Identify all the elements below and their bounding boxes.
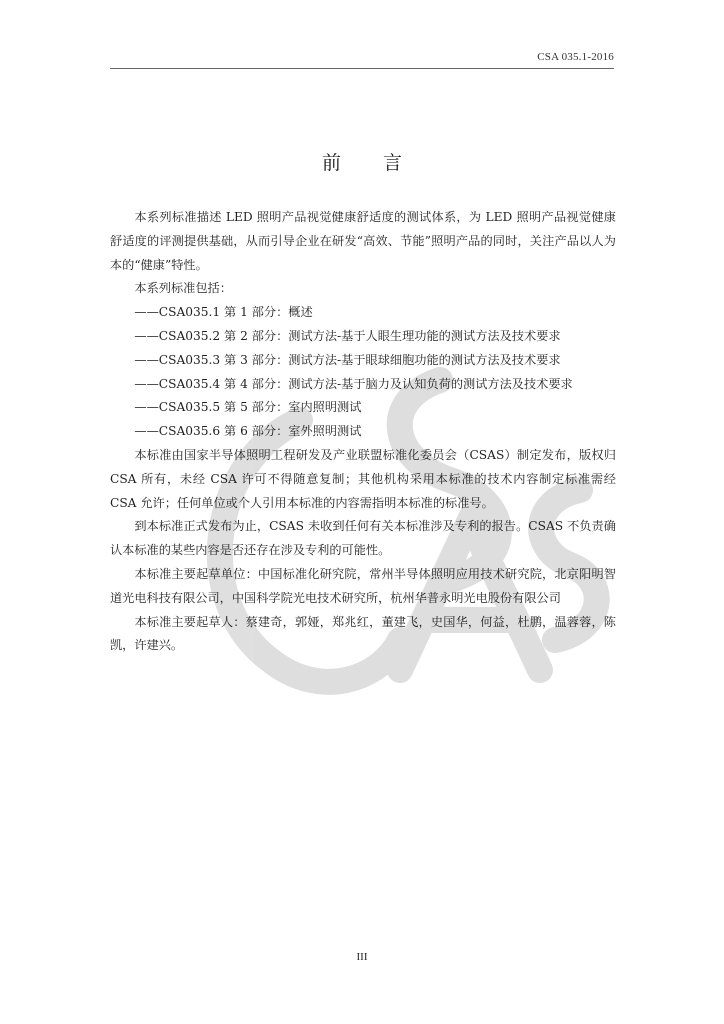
- paragraph-series-heading: 本系列标准包括：: [134, 281, 232, 296]
- list-item-part-3: ——CSA035.3 第 3 部分：测试方法-基于眼球细胞功能的测试方法及技术要求: [134, 352, 561, 367]
- paragraph-patent: 到本标准正式发布为止，CSAS 未收到任何有关本标准涉及专利的报告。CSAS 不负责确认本标准的某些内容是否还存在涉及专利的可能性。: [110, 519, 616, 558]
- standard-code: CSA 035.1-2016: [537, 51, 614, 63]
- paragraph-intro: 本系列标准描述 LED 照明产品视觉健康舒适度的测试体系，为 LED 照明产品视觉健康舒适度的评测提供基础，从而引导企业在研发“高效、节能”照明产品的同时，关注产品以人为本的“健康”特性。: [110, 210, 616, 272]
- header-divider: [110, 68, 614, 69]
- page-number: III: [356, 951, 368, 963]
- list-item-part-2: ——CSA035.2 第 2 部分：测试方法-基于人眼生理功能的测试方法及技术要求: [134, 328, 561, 343]
- title-char-2: 言: [383, 152, 403, 174]
- title-char-1: 前: [321, 152, 341, 174]
- foreword-body: [110, 206, 616, 658]
- list-item-part-4: ——CSA035.4 第 4 部分：测试方法-基于脑力及认知负荷的测试方法及技术要求: [134, 376, 573, 391]
- paragraph-copyright: 本标准由国家半导体照明工程研发及产业联盟标准化委员会（CSAS）制定发布，版权归 CSA 所有，未经 CSA 许可不得随意复制；其他机构采用本标准的技术内容制定标准需经 CSA 允许；任何单位或个人引用本标准的内容需指明本标准的标准号。: [110, 447, 616, 510]
- list-item-part-6: ——CSA035.6 第 6 部分：室外照明测试: [134, 424, 362, 439]
- list-item-part-5: ——CSA035.5 第 5 部分：室内照明测试: [134, 400, 362, 415]
- page-title: [0, 148, 724, 175]
- paragraph-drafters: 本标准主要起草人：蔡建奇，郭娅，郑兆红，董建飞，史国华，何益，杜鹏，温蓉蓉，陈凯，许建兴。: [110, 614, 616, 653]
- list-item-part-1: ——CSA035.1 第 1 部分：概述: [134, 305, 313, 320]
- paragraph-drafting-units: 本标准主要起草单位：中国标准化研究院，常州半导体照明应用技术研究院，北京阳明智道光电科技有限公司，中国科学院光电技术研究所，杭州华普永明光电股份有限公司: [110, 566, 616, 605]
